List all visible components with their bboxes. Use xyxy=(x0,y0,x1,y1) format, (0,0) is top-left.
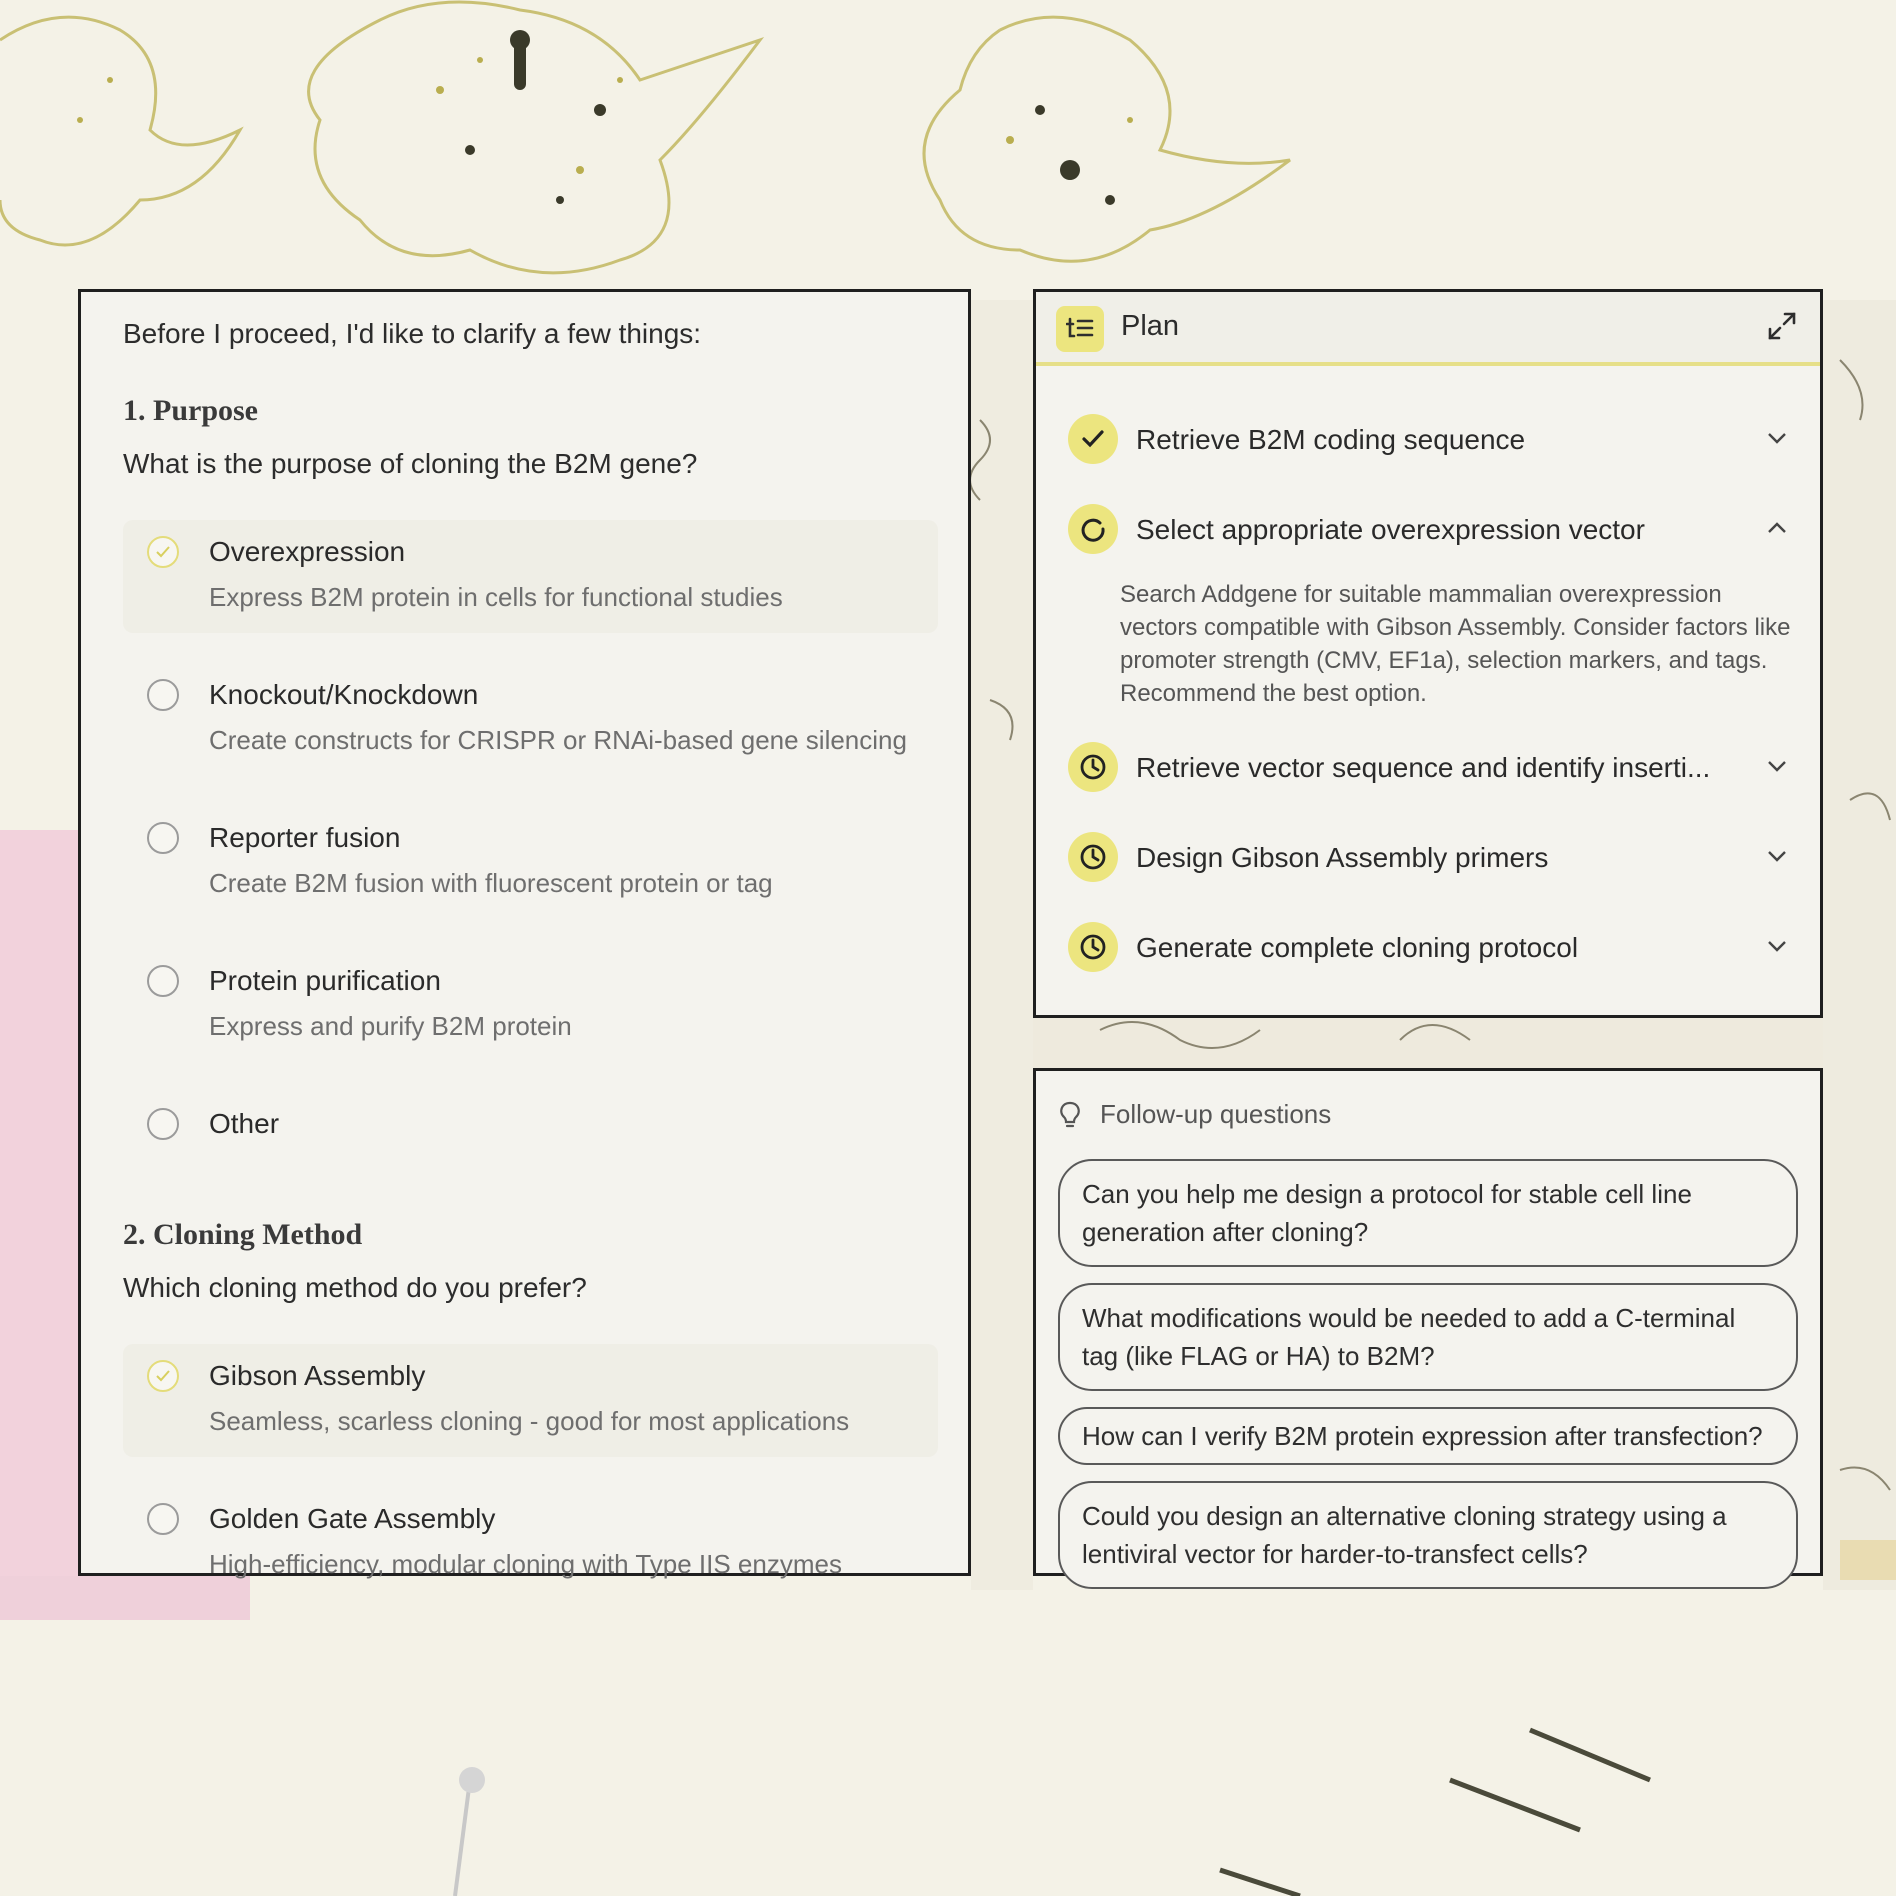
plan-step[interactable] xyxy=(1068,396,1788,486)
lightbulb-icon xyxy=(1058,1101,1082,1136)
option-gibson-assembly[interactable] xyxy=(123,1344,938,1457)
radio-unchecked-icon xyxy=(147,965,179,997)
question-purpose: What is the purpose of cloning the B2M gene? xyxy=(123,448,698,479)
clock-icon xyxy=(1068,922,1118,972)
option-description: Express B2M protein in cells for functional studies xyxy=(209,582,783,612)
plan-step[interactable] xyxy=(1068,814,1788,904)
plan-header xyxy=(1036,292,1820,366)
section-title-cloning-method: 2. Cloning Method xyxy=(123,1218,363,1251)
plan-step[interactable] xyxy=(1068,724,1788,814)
option-other[interactable] xyxy=(123,1092,938,1166)
option-label: Other xyxy=(209,1108,280,1139)
followup-question-chip[interactable]: What modifications would be needed to add a C-terminal tag (like FLAG or HA) to B2M? xyxy=(1058,1283,1798,1391)
radio-unchecked-icon xyxy=(147,1108,179,1140)
clock-icon xyxy=(1068,832,1118,882)
chevron-down-icon[interactable] xyxy=(1766,431,1788,450)
section-title-purpose: 1. Purpose xyxy=(123,394,258,427)
option-protein-purification[interactable] xyxy=(123,949,938,1062)
option-label: Protein purification xyxy=(209,965,441,996)
clock-icon xyxy=(1068,742,1118,792)
options-purpose xyxy=(123,520,938,1166)
question-cloning-method: Which cloning method do you prefer? xyxy=(123,1272,587,1303)
clarification-panel xyxy=(78,289,971,1579)
option-label: Gibson Assembly xyxy=(209,1360,426,1391)
list-icon xyxy=(1056,306,1104,352)
plan-step-label: Generate complete cloning protocol xyxy=(1136,932,1579,963)
chevron-down-icon[interactable] xyxy=(1766,759,1788,778)
option-label: Reporter fusion xyxy=(209,822,401,853)
plan-step-label: Select appropriate overexpression vector xyxy=(1136,514,1645,545)
check-icon xyxy=(1068,414,1118,464)
plan-title: Plan xyxy=(1121,310,1180,342)
plan-steps xyxy=(1036,366,1820,994)
option-description: Create B2M fusion with fluorescent protein or tag xyxy=(209,868,773,898)
followup-header xyxy=(1058,1093,1798,1139)
options-cloning-method xyxy=(123,1344,938,1600)
option-label: Overexpression xyxy=(209,536,406,567)
plan-step-label: Retrieve B2M coding sequence xyxy=(1136,424,1526,455)
plan-panel xyxy=(1033,289,1823,1018)
plan-step[interactable] xyxy=(1068,486,1788,576)
chevron-down-icon[interactable] xyxy=(1766,939,1788,958)
radio-unchecked-icon xyxy=(147,822,179,854)
followup-question-chip[interactable]: How can I verify B2M protein expression after transfection? xyxy=(1058,1407,1798,1465)
chevron-up-icon[interactable] xyxy=(1766,521,1788,540)
option-knockout-knockdown[interactable] xyxy=(123,663,938,776)
option-label: Knockout/Knockdown xyxy=(209,679,479,710)
radio-checked-icon xyxy=(147,536,179,568)
followup-question-chip[interactable]: Could you design an alternative cloning strategy using a lentiviral vector for harder-to-transfect cells? xyxy=(1058,1481,1798,1589)
radio-unchecked-icon xyxy=(147,679,179,711)
option-description: High-efficiency, modular cloning with Type IIS enzymes xyxy=(209,1549,842,1579)
clarify-intro: Before I proceed, I'd like to clarify a few things: xyxy=(123,318,702,349)
option-label: Golden Gate Assembly xyxy=(209,1503,496,1534)
option-reporter-fusion[interactable] xyxy=(123,806,938,919)
option-description: Create constructs for CRISPR or RNAi-based gene silencing xyxy=(209,725,907,755)
option-overexpression[interactable] xyxy=(123,520,938,633)
option-golden-gate-assembly[interactable] xyxy=(123,1487,938,1600)
plan-step[interactable] xyxy=(1068,904,1788,994)
followup-question-chip[interactable]: Can you help me design a protocol for stable cell line generation after cloning? xyxy=(1058,1159,1798,1267)
expand-icon[interactable] xyxy=(1766,310,1798,347)
chevron-down-icon[interactable] xyxy=(1766,849,1788,868)
option-description: Seamless, scarless cloning - good for most applications xyxy=(209,1406,850,1436)
plan-step-detail: Search Addgene for suitable mammalian overexpression vectors compatible with Gibson Assembly. Consider factors like promoter strength (CMV, EF1a), selection markers, and tags. Recommend the best option. xyxy=(1120,581,1791,707)
radio-checked-icon xyxy=(147,1360,179,1392)
radio-unchecked-icon xyxy=(147,1503,179,1535)
followup-panel xyxy=(1033,1068,1823,1576)
plan-step-label: Design Gibson Assembly primers xyxy=(1136,842,1549,873)
plan-step-label: Retrieve vector sequence and identify inserti... xyxy=(1136,752,1711,783)
option-description: Express and purify B2M protein xyxy=(209,1011,572,1041)
spinner-icon xyxy=(1068,504,1118,554)
followup-title: Follow-up questions xyxy=(1100,1099,1332,1129)
